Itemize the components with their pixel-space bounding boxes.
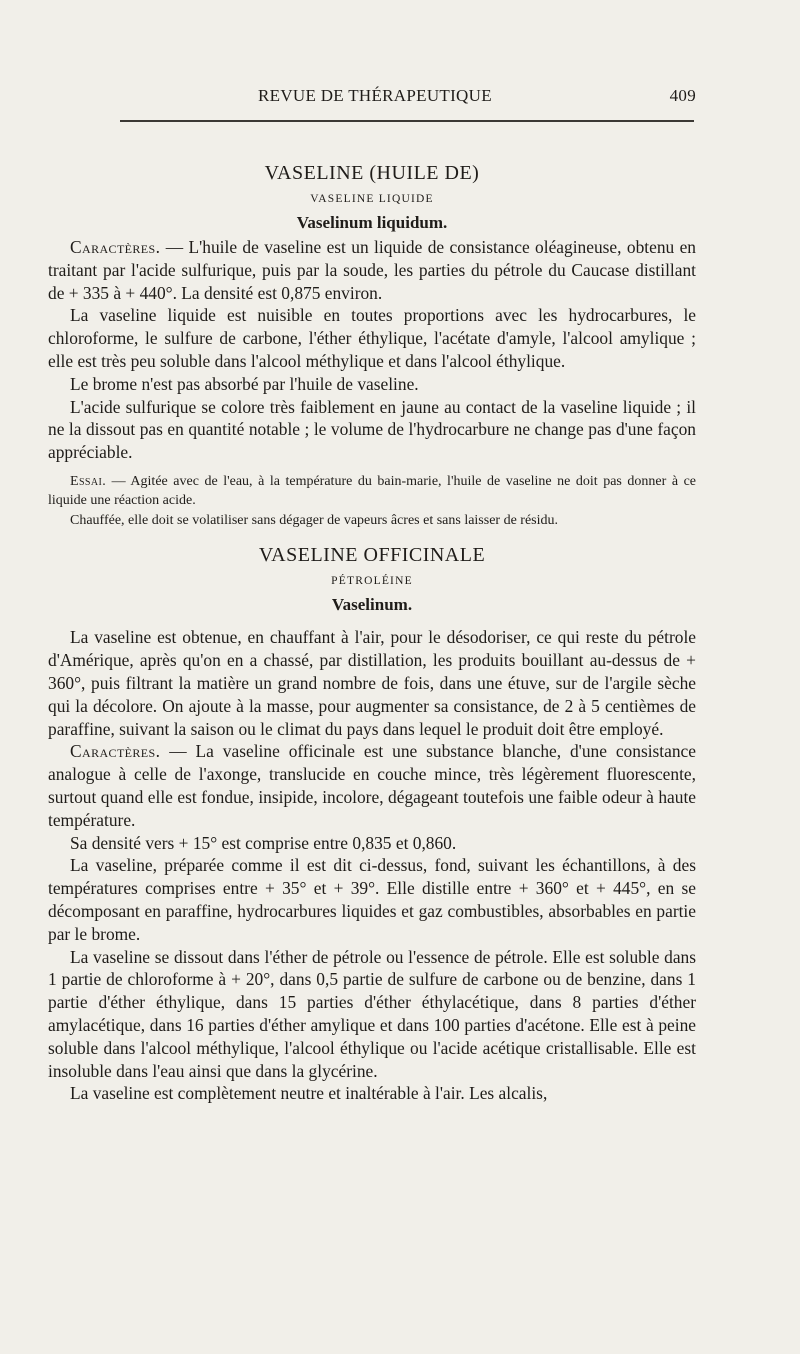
- paragraph-acide-sulfurique: L'acide sulfurique se colore très faiblement en jaune au contact de la vaseline liquide ; il ne la dissout pas en quantité notable ; le volume de l'hydrocarbure ne change pas d'une façon appréciable.: [48, 396, 696, 463]
- running-title: REVUE DE THÉRAPEUTIQUE: [258, 86, 492, 105]
- section-title-vaseline-huile: VASELINE (HUILE DE): [264, 162, 480, 184]
- running-header: [62, 86, 696, 106]
- spacer: [48, 618, 696, 626]
- paragraph-chauffee: Chauffée, elle doit se volatiliser sans dégager de vapeurs âcres et sans laisser de résidu.: [70, 512, 559, 528]
- latin-name-vaselinum-liquidum: Vaselinum liquidum.: [296, 213, 448, 232]
- paragraph-solubility-1: La vaseline liquide est nuisible en toutes proportions avec les hydrocarbures, le chloroforme, le sulfure de carbone, l'éther éthylique, l'acétate d'amyle, l'alcool amylique ; elle est très peu soluble dans l'alcool méthylique et dans l'alcool éthylique.: [48, 305, 696, 371]
- lead-caracteres: Caractères.: [70, 237, 161, 257]
- spacer: [48, 530, 696, 540]
- section-subtitle-petroleine: PÉTROLÉINE: [331, 575, 413, 588]
- paragraph-caracteres-2: [48, 740, 696, 831]
- paragraph-essai: [48, 472, 696, 511]
- paragraph-solubility-2: La vaseline se dissout dans l'éther de pétrole ou l'essence de pétrole. Elle est soluble dans 1 partie de chloroforme à + 20°, dans 0,5 partie de sulfure de carbone ou de benzine, dans 1 partie d'éther éthylique, dans 15 parties d'éther éthylacétique, dans 8 parties d'éther amylacétique, dans 16 parties d'éther amylique et dans 100 parties d'acétone. Elle est à peine soluble dans l'alcool méthylique, l'alcool éthylique ou l'acide acétique cristallisable. Elle est insoluble dans l'eau ainsi que dans la glycérine.: [48, 946, 696, 1081]
- paragraph-text: — Agitée avec de l'eau, à la température du bain-marie, l'huile de vaseline ne doit pas donner à ce liquide une réaction acide.: [48, 473, 696, 509]
- spacer: [48, 464, 696, 472]
- latin-name-vaselinum: Vaselinum.: [331, 595, 413, 615]
- paragraph-text: — L'huile de vaseline est un liquide de consistance oléagineuse, obtenu en traitant par l'acide sulfurique, puis par la soude, les parties du pétrole du Caucase distillant de + 335 à + 440°. La densité est 0,875 environ.: [48, 237, 696, 303]
- lead-essai: Essai.: [70, 473, 107, 489]
- paragraph-preparation: La vaseline est obtenue, en chauffant à l'air, pour le désodoriser, ce qui reste du pétrole d'Amérique, après qu'on en a chassé, par distillation, les produits bouillant au-dessus de + 360°, puis filtrant la matière un grand nombre de fois, dans une étuve, sur de l'argile sèche qui la décolore. On ajoute à la masse, pour augmenter sa consistance, de 2 à 5 centièmes de paraffine, suivant la saison ou le climat du pays dans lequel le produit doit être employé.: [48, 627, 696, 739]
- page-number: 409: [669, 86, 696, 105]
- article-body: [48, 158, 696, 1105]
- paragraph-brome: Le brome n'est pas absorbé par l'huile de vaseline.: [70, 373, 419, 394]
- paragraph-neutralite: La vaseline est complètement neutre et inaltérable à l'air. Les alcalis,: [70, 1083, 548, 1104]
- lead-caracteres: Caractères.: [70, 741, 161, 762]
- paragraph-caracteres-1: [48, 236, 696, 304]
- section-subtitle-vaseline-liquide: VASELINE LIQUIDE: [310, 193, 434, 205]
- paragraph-densite: Sa densité vers + 15° est comprise entre 0,835 et 0,860.: [70, 832, 457, 853]
- header-rule: [120, 120, 694, 122]
- paragraph-fusion: La vaseline, préparée comme il est dit ci-dessus, fond, suivant les échantillons, à des températures comprises entre + 35° et + 39°. Elle distille entre + 360° et + 445°, en se décomposant en paraffine, hydrocarbures liquides et gaz combustibles, absorbables en partie par le brome.: [48, 855, 696, 944]
- section-title-vaseline-officinale: VASELINE OFFICINALE: [258, 544, 486, 567]
- paragraph-text: — La vaseline officinale est une substance blanche, d'une consistance analogue à celle de l'axonge, translucide en couche mince, très légèrement fluorescente, surtout quand elle est fondue, insipide, incolore, dégageant toutefois une faible odeur à haute température.: [48, 741, 696, 830]
